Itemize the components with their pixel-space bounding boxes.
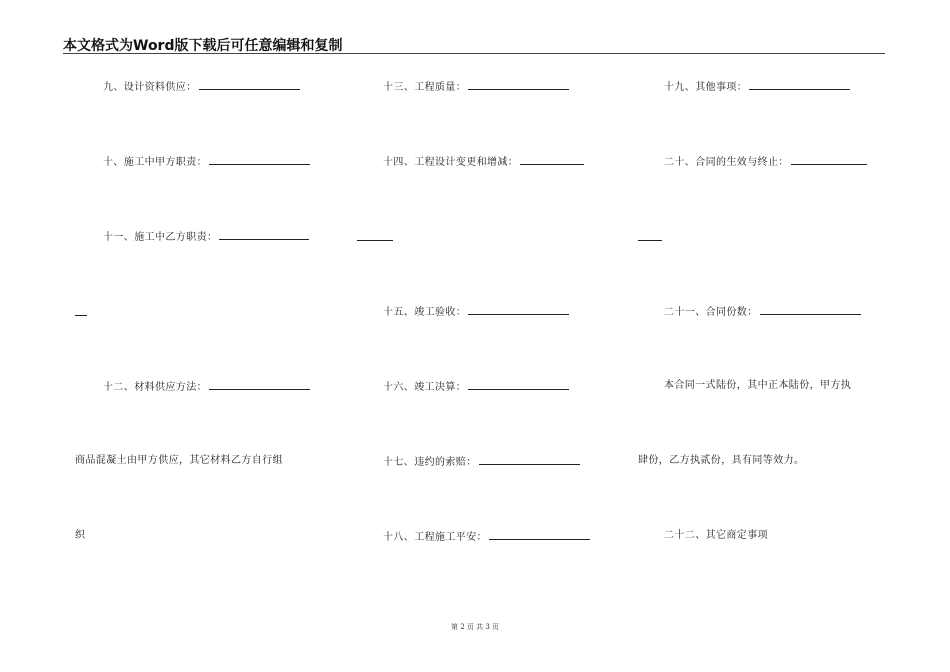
clause-17 <box>383 455 580 469</box>
clause-14-blank[interactable] <box>520 155 584 165</box>
clause-20-label: 二十、合同的生效与终止： <box>664 157 789 168</box>
clause-20-blank[interactable] <box>791 155 867 165</box>
clause-19-blank[interactable] <box>749 80 850 90</box>
header-divider <box>63 53 885 54</box>
clause-10 <box>103 155 310 169</box>
clause-15-blank[interactable] <box>468 305 569 315</box>
clause-11-blank[interactable] <box>219 230 309 240</box>
clause-10-label: 十、施工中甲方职责： <box>103 157 207 168</box>
clause-14-label: 十四、工程设计变更和增减： <box>383 157 519 168</box>
clause-13-label: 十三、工程质量： <box>383 82 467 93</box>
clause-21 <box>664 305 861 319</box>
clause-11 <box>103 230 309 244</box>
clause-11-blank-continued[interactable] <box>75 315 87 316</box>
clause-12-text-line-2: 织 <box>75 530 86 541</box>
clause-18-label: 十八、工程施工平安： <box>383 532 487 543</box>
clause-11-label: 十一、施工中乙方职责： <box>103 232 218 243</box>
clause-20-blank-continued[interactable] <box>638 240 662 241</box>
clause-10-blank[interactable] <box>209 155 310 165</box>
clause-15 <box>383 305 569 319</box>
clause-13-blank[interactable] <box>468 80 569 90</box>
clause-12 <box>103 380 310 394</box>
clause-14 <box>383 155 584 169</box>
document-header-title: 本文格式为Word版下载后可任意编辑和复制 <box>63 38 343 54</box>
clause-12-label: 十二、材料供应方法： <box>103 382 207 393</box>
clause-17-label: 十七、违约的索赔： <box>383 457 477 468</box>
clause-13 <box>383 80 569 94</box>
clause-22: 二十二、其它商定事项 <box>664 530 768 541</box>
clause-19-label: 十九、其他事项： <box>664 82 748 93</box>
clause-21-text-line-1: 本合同一式陆份，其中正本陆份，甲方执 <box>664 380 852 391</box>
clause-16-blank[interactable] <box>468 380 569 390</box>
clause-19 <box>664 80 850 94</box>
clause-17-blank[interactable] <box>479 455 580 465</box>
clause-9 <box>103 80 300 94</box>
clause-21-text-line-2: 肆份，乙方执贰份，具有同等效力。 <box>638 455 805 466</box>
page-number-footer: 第 2 页 共 3 页 <box>450 623 500 631</box>
clause-18 <box>383 530 590 544</box>
clause-14-blank-continued[interactable] <box>357 240 393 241</box>
clause-12-text-line-1: 商品混凝土由甲方供应，其它材料乙方自行组 <box>75 455 283 466</box>
clause-15-label: 十五、竣工验收： <box>383 307 467 318</box>
clause-18-blank[interactable] <box>489 530 590 540</box>
clause-21-label: 二十一、合同份数： <box>664 307 758 318</box>
clause-20 <box>664 155 867 169</box>
clause-9-blank[interactable] <box>199 80 300 90</box>
clause-21-blank[interactable] <box>760 305 861 315</box>
clause-9-label: 九、设计资料供应： <box>103 82 197 93</box>
clause-12-blank[interactable] <box>209 380 310 390</box>
clause-16-label: 十六、竣工决算： <box>383 382 467 393</box>
clause-16 <box>383 380 569 394</box>
